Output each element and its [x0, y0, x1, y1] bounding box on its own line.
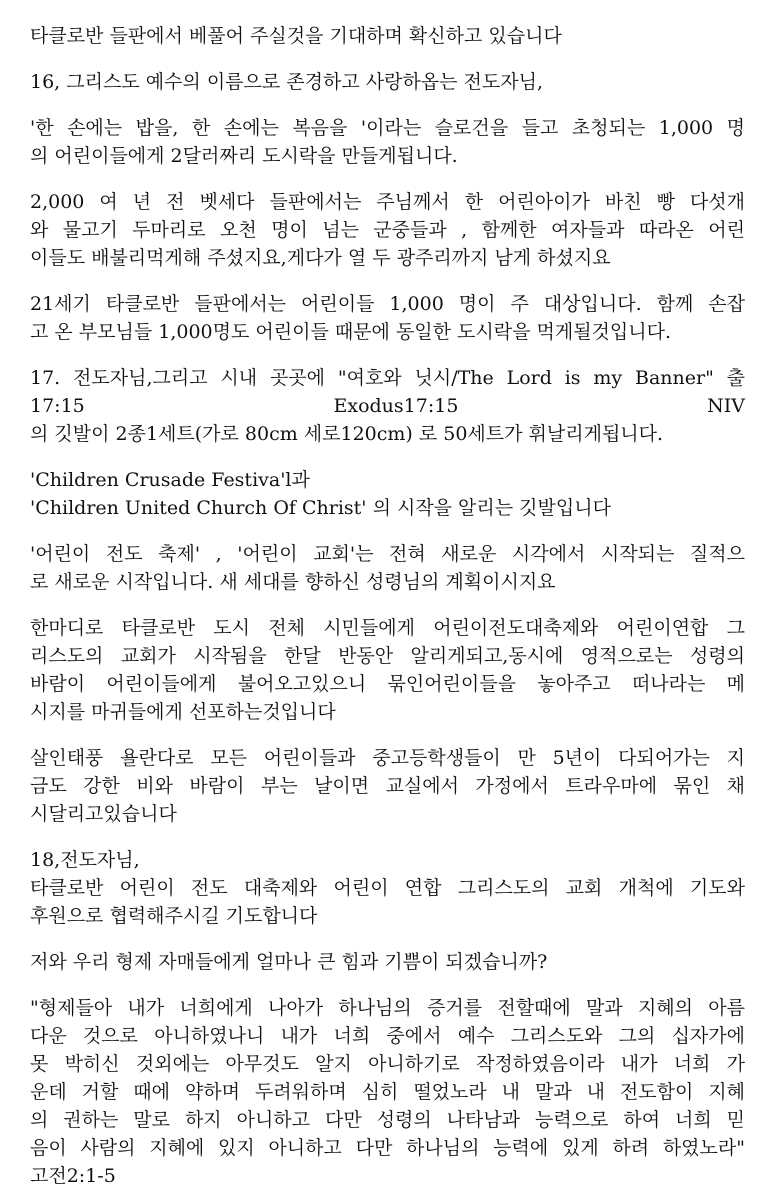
text-line: 16, 그리스도 예수의 이름으로 존경하고 사랑하옵는 전도자님, — [30, 71, 543, 93]
paragraph — [30, 744, 745, 828]
text-line: 'Children United Church Of Christ' 의 시작을 알리는 깃발입니다 — [30, 497, 611, 519]
text-line: 금도 강한 비와 바람이 부는 날이면 교실에서 가정에서 트라우마에 묶인 채 — [30, 775, 745, 797]
paragraph — [30, 948, 745, 976]
text-line: 시지를 마귀들에게 선포하는것입니다 — [30, 701, 336, 723]
text-line: 고 온 부모님들 1,000명도 어린이들 때문에 동일한 도시락을 먹게될것입니다. — [30, 321, 672, 343]
text-line: 후원으로 협력해주시길 기도합니다 — [30, 905, 318, 927]
paragraph — [30, 846, 745, 930]
text-line: 리스도의 교회가 시작됨을 한달 반동안 알리게되고,동시에 영적으로는 성령의 — [30, 645, 745, 667]
text-line: 21세기 타클로반 들판에서는 어린이들 1,000 명이 주 대상입니다. 함께 손잡 — [30, 293, 745, 315]
paragraph — [30, 364, 745, 448]
text-line: 한마디로 타클로반 도시 전체 시민들에게 어린이전도대축제와 어린이연합 그 — [30, 617, 745, 639]
text-line: 타클로반 들판에서 베풀어 주실것을 기대하며 확신하고 있습니다 — [30, 25, 562, 47]
text-line: 살인태풍 욜란다로 모든 어린이들과 중고등학생들이 만 5년이 다되어가는 지 — [30, 747, 745, 769]
paragraph — [30, 114, 745, 170]
text-line: 타클로반 어린이 전도 대축제와 어린이 연합 그리스도의 교회 개척에 기도와 — [30, 877, 745, 899]
text-line: 의 권하는 말로 하지 아니하고 다만 성령의 나타남과 능력으로 하여 너희 믿 — [30, 1109, 745, 1131]
text-line: 다운 것으로 아니하였나니 내가 너희 중에서 예수 그리스도와 그의 십자가에 — [30, 1025, 745, 1047]
paragraph — [30, 188, 745, 272]
paragraph — [30, 22, 745, 50]
paragraph — [30, 290, 745, 346]
text-line: 로 새로운 시작입니다. 새 세대를 향하신 성령님의 계획이시지요 — [30, 571, 556, 593]
text-line: 이들도 배불리먹게해 주셨지요,게다가 열 두 광주리까지 남게 하셨지요 — [30, 247, 611, 269]
text-line: '어린이 전도 축제' , '어린이 교회'는 전혀 새로운 시각에서 시작되는 질적으 — [30, 543, 745, 565]
text-line: "형제들아 내가 너희에게 나아가 하나님의 증거를 전할때에 말과 지혜의 아름 — [30, 997, 745, 1019]
text-line: 고전2:1-5 — [30, 1165, 116, 1187]
paragraph — [30, 994, 745, 1190]
paragraph — [30, 466, 745, 522]
text-line: 의 깃발이 2종1세트(가로 80cm 세로120cm) 로 50세트가 휘날리게됩니다. — [30, 423, 664, 445]
text-line: 18,전도자님, — [30, 849, 140, 871]
text-line: 2,000 여 년 전 벳세다 들판에서는 주님께서 한 어린아이가 바친 빵 다섯개 — [30, 191, 745, 213]
paragraph — [30, 68, 745, 96]
text-line: 'Children Crusade Festiva'l과 — [30, 469, 310, 491]
text-line: 운데 거할 때에 약하며 두려워하며 심히 떨었노라 내 말과 내 전도함이 지혜 — [30, 1081, 745, 1103]
text-line: 와 물고기 두마리로 오천 명이 넘는 군중들과 , 함께한 여자들과 따라온 어린 — [30, 219, 745, 241]
text-line: 의 어린이들에게 2달러짜리 도시락을 만들게됩니다. — [30, 145, 458, 167]
paragraph — [30, 614, 745, 726]
text-line: 시달리고있습니다 — [30, 803, 177, 825]
paragraph — [30, 540, 745, 596]
text-line: 바람이 어린이들에게 불어오고있으니 묶인어린이들을 놓아주고 떠나라는 메 — [30, 673, 745, 695]
text-line: '한 손에는 밥을, 한 손에는 복음을 '이라는 슬로건을 들고 초청되는 1,000 명 — [30, 117, 745, 139]
text-line: 17:15 Exodus17:15 NIV — [30, 395, 745, 417]
text-line: 음이 사람의 지혜에 있지 아니하고 다만 하나님의 능력에 있게 하려 하였노라" — [30, 1137, 745, 1159]
text-line: 못 박히신 것외에는 아무것도 알지 아니하기로 작정하였음이라 내가 너희 가 — [30, 1053, 745, 1075]
text-line: 저와 우리 형제 자매들에게 얼마나 큰 힘과 기쁨이 되겠습니까? — [30, 951, 548, 973]
text-line: 17. 전도자님,그리고 시내 곳곳에 "여호와 닛시/The Lord is my Banner" 출 — [30, 367, 745, 389]
